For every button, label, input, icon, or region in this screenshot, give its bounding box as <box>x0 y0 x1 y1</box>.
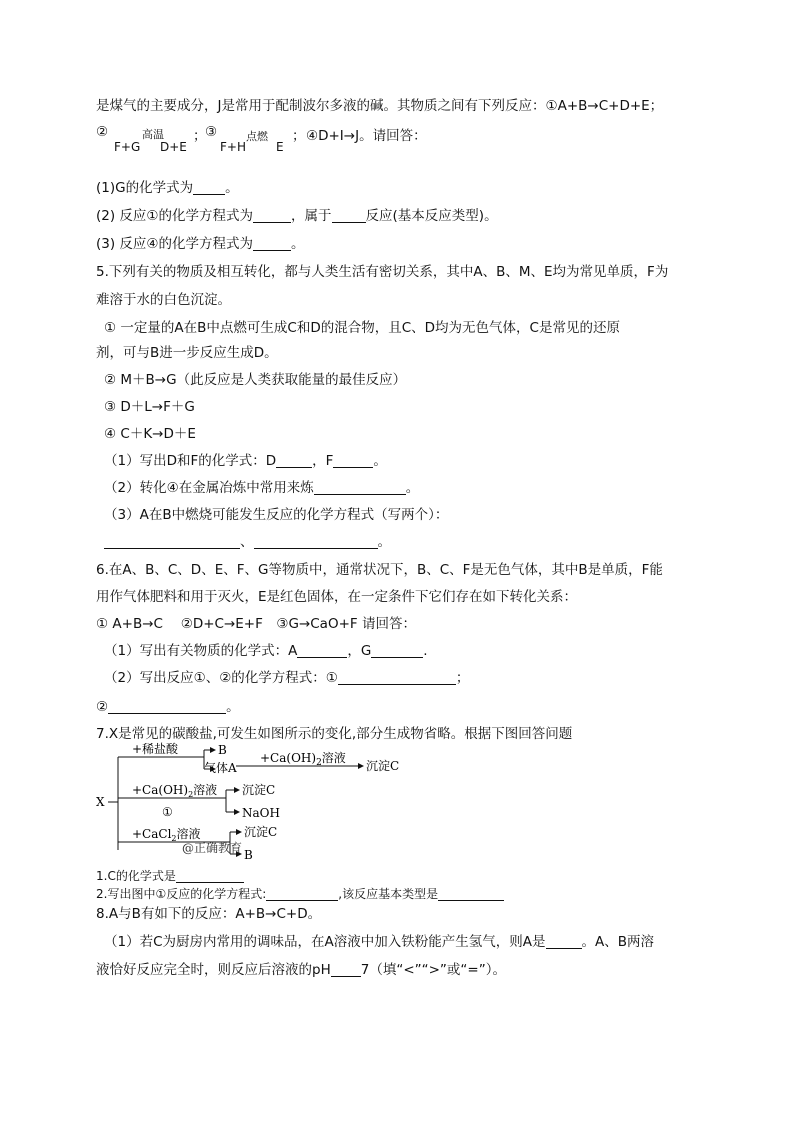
answer-blank[interactable] <box>193 180 225 195</box>
p5-q1: （1）写出D和F的化学式：D ，F 。 <box>104 453 387 469</box>
p8-q1-line2: 液恰好反应完全时，则反应后溶液的pH 7（填“<”“>”或“=”）。 <box>96 962 506 978</box>
p8-intro: 8.A与B有如下的反应：A+B→C+D。 <box>96 906 322 922</box>
answer-blank[interactable] <box>371 643 423 658</box>
p4-r2-condition: 高温 <box>142 128 164 141</box>
diagram-caoh2-reagent: $+Ca(OH)_2$溶液 <box>132 783 218 799</box>
p4-q2: (2) 反应①的化学方程式为 ，属于 反应(基本反应类型)。 <box>96 208 498 224</box>
p6-intro-2: 用作气体肥料和用于灭火，E是红色固体，在一定条件下它们存在如下转化关系： <box>96 589 578 605</box>
p4-r3-label: ③ <box>205 124 218 140</box>
diagram-gas-a: 气体A <box>204 761 237 775</box>
p4-r2-label: ② <box>96 124 109 140</box>
answer-blank[interactable] <box>546 934 582 949</box>
p5-condition-2: ② M＋B→G（此反应是人类获取能量的最佳反应） <box>104 372 407 388</box>
p4-q3: (3) 反应④的化学方程式为 。 <box>96 236 305 252</box>
p5-condition-4: ④ C＋K→D＋E <box>104 426 196 442</box>
answer-blank[interactable] <box>266 888 338 901</box>
p5-q3: （3）A在B中燃烧可能发生反应的化学方程式（写两个）： <box>104 507 449 523</box>
answer-blank[interactable] <box>338 670 456 685</box>
diagram-hcl-reagent: +稀盐酸 <box>132 742 179 756</box>
p5-q2: （2）转化④在金属冶炼中常用来炼 。 <box>104 480 420 496</box>
answer-blank[interactable] <box>297 643 347 658</box>
p6-q1: （1）写出有关物质的化学式：A ，G . <box>104 643 428 659</box>
p8-q1-line1: （1）若C为厨房内常用的调味品，在A溶液中加入铁粉能产生氢气，则A是 。A、B两溶 <box>104 934 654 950</box>
answer-blank[interactable] <box>176 870 244 883</box>
answer-blank[interactable] <box>333 453 373 468</box>
p6-q2: （2）写出反应①、②的化学方程式：① ； <box>104 670 470 686</box>
diagram-precipitate-c-1: 沉淀C <box>366 759 400 773</box>
diagram-cacl2-reagent: +CaCl$_2$溶液 <box>132 827 201 843</box>
p5-condition-3: ③ D＋L→F＋G <box>104 399 195 415</box>
watermark: @正确教育 <box>182 841 243 855</box>
answer-blank[interactable] <box>332 208 366 223</box>
p7-q1: 1.C的化学式是 <box>96 868 244 884</box>
p4-r3-right: E <box>276 140 284 154</box>
diagram-naoh: NaOH <box>242 806 280 820</box>
p6-intro-1: 6.在A、B、C、D、E、F、G等物质中，通常状况下，B、C、F是无色气体，其中B是单质，F能 <box>96 562 663 578</box>
p7-intro: 7.X是常见的碳酸盐,可发生如图所示的变化,部分生成物省略。根据下图回答问题 <box>96 726 573 742</box>
p5-q3-answers: 、 。 <box>96 532 391 552</box>
answer-blank[interactable] <box>276 453 312 468</box>
diagram-x-label: X <box>96 795 105 809</box>
p6-q2-second: ② 。 <box>96 699 240 715</box>
p5-intro-1: 5.下列有关的物质及相互转化，都与人类生活有密切关系，其中A、B、M、E均为常见单质，F为 <box>96 264 669 280</box>
answer-blank[interactable] <box>253 236 291 251</box>
answer-blank[interactable] <box>253 208 291 223</box>
diagram-reaction-number: ① <box>162 805 173 819</box>
answer-blank[interactable] <box>254 534 378 549</box>
diagram-limewater-arrow-label: $+Ca(OH)_2$溶液 <box>260 751 346 768</box>
p6-reactions: ① A+B→C ②D+C→E+F ③G→CaO+F 请回答： <box>96 616 416 632</box>
p4-q1: (1)G的化学式为 。 <box>96 180 239 196</box>
p4-sep2: ； <box>292 128 306 144</box>
p4-r4: ④D+I→J。请回答： <box>306 128 427 144</box>
p4-r2-right: D+E <box>160 140 187 154</box>
answer-blank[interactable] <box>104 534 240 549</box>
answer-blank[interactable] <box>438 888 504 901</box>
answer-blank[interactable] <box>331 962 361 977</box>
diagram-precipitate-c-2: 沉淀C <box>242 783 276 797</box>
answer-blank[interactable] <box>108 699 226 714</box>
p5-condition-1b: 剂，可与B进一步反应生成D。 <box>96 345 278 361</box>
p4-line1: 是煤气的主要成分，J是常用于配制波尔多液的碱。其物质之间有下列反应：①A+B→C+D+E； <box>96 98 664 114</box>
diagram-product-b-2: B <box>244 848 253 862</box>
p5-condition-1a: ① 一定量的A在B中点燃可生成C和D的混合物，且C、D均为无色气体，C是常见的还原 <box>104 320 620 336</box>
p4-sep1: ； <box>193 128 207 144</box>
p4-r2-left: F+G <box>114 140 141 154</box>
diagram-precipitate-c-3: 沉淀C <box>244 825 278 839</box>
p5-intro-2: 难溶于水的白色沉淀。 <box>96 292 231 308</box>
p7-reaction-diagram <box>96 742 436 866</box>
diagram-product-b: B <box>218 743 227 757</box>
p4-r3-left: F+H <box>220 140 246 154</box>
p7-q2: 2.写出图中①反应的化学方程式: ,该反应基本类型是 <box>96 886 504 902</box>
p4-r3-condition: 点燃 <box>246 130 268 143</box>
answer-blank[interactable] <box>314 480 406 495</box>
